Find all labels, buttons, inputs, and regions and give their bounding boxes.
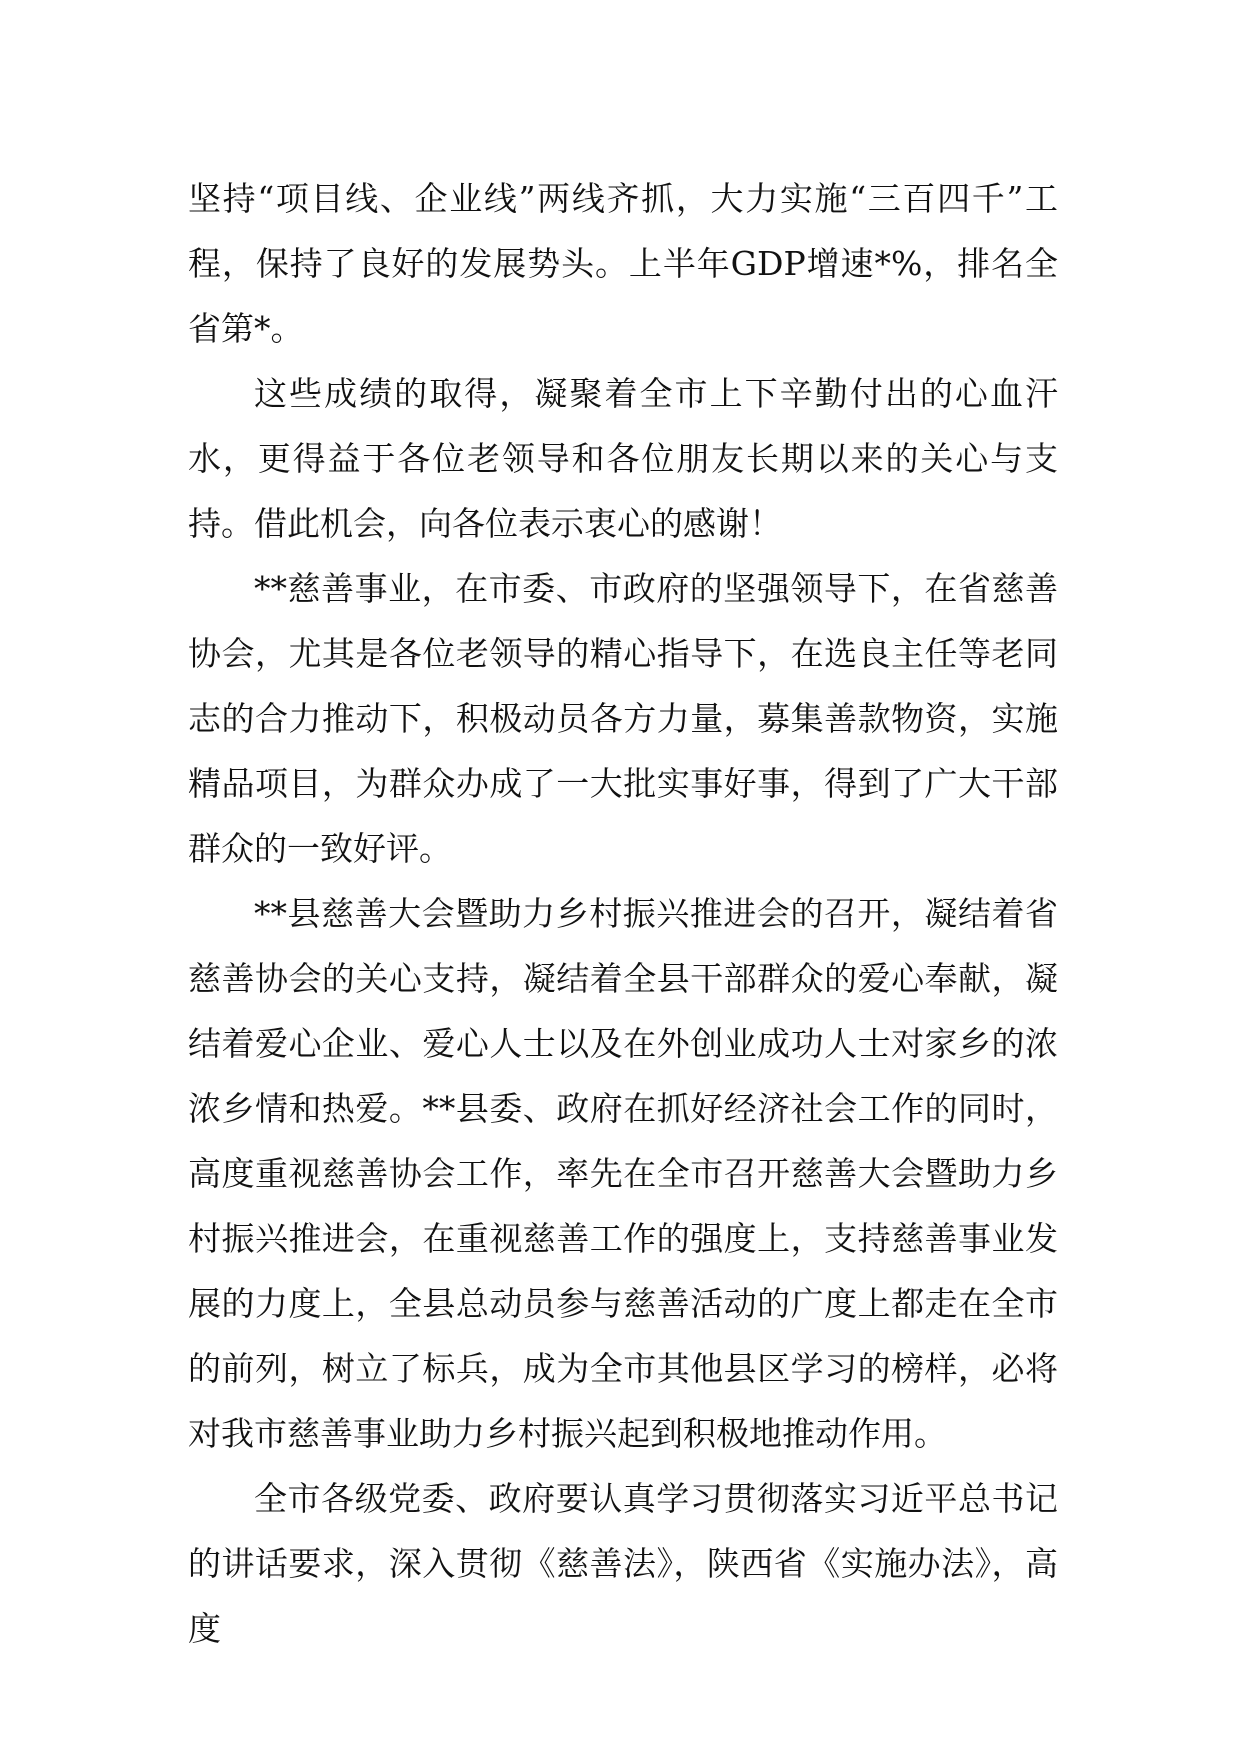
paragraph-1: 坚持“项目线、企业线”两线齐抓，大力实施“三百四千”工程，保持了良好的发展势头。上半年GDP增速*%，排名全省第*。: [188, 179, 1058, 348]
paragraph-2: 这些成绩的取得，凝聚着全市上下辛勤付出的心血汗水，更得益于各位老领导和各位朋友长期以来的关心与支持。借此机会，向各位表示衷心的感谢！: [188, 374, 1058, 543]
paragraph-4: **县慈善大会暨助力乡村振兴推进会的召开，凝结着省慈善协会的关心支持，凝结着全县干部群众的爱心奉献，凝结着爱心企业、爱心人士以及在外创业成功人士对家乡的浓浓乡情和热爱。**县委、政府在抓好经济社会工作的同时，高度重视慈善协会工作，率先在全市召开慈善大会暨助力乡村振兴推进会，在重视慈善工作的强度上，支持慈善事业发展的力度上，全县总动员参与慈善活动的广度上都走在全市的前列，树立了标兵，成为全市其他县区学习的榜样，必将对我市慈善事业助力乡村振兴起到积极地推动作用。: [188, 894, 1058, 1453]
paragraph-3: **慈善事业，在市委、市政府的坚强领导下，在省慈善协会，尤其是各位老领导的精心指导下，在选良主任等老同志的合力推动下，积极动员各方力量，募集善款物资，实施精品项目，为群众办成了一大批实事好事，得到了广大干部群众的一致好评。: [188, 569, 1058, 868]
paragraph-5: 全市各级党委、政府要认真学习贯彻落实习近平总书记的讲话要求，深入贯彻《慈善法》，陕西省《实施办法》，高度: [188, 1479, 1058, 1648]
document-body: [188, 166, 1058, 1661]
